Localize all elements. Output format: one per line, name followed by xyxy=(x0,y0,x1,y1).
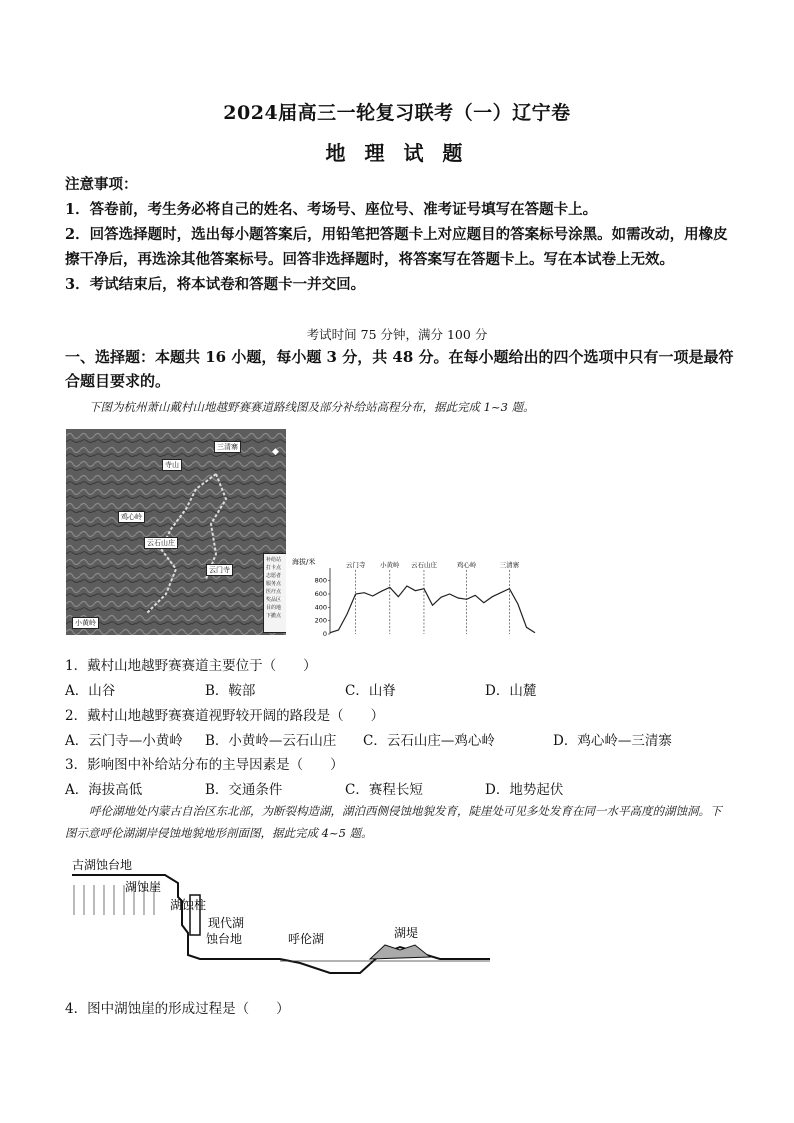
legend-item: 补给站 xyxy=(266,557,282,563)
intro-text: 下图为杭州萧山戴村山地越野赛赛道路线图及部分补给站高程分布，据此完成 1~3 题。 xyxy=(89,400,535,414)
q2-option-c: C．云石山庄—鸡心岭 xyxy=(363,733,495,749)
map-legend xyxy=(263,553,286,633)
q3-option-c: C．赛程长短 xyxy=(345,782,423,798)
legend-item: 服务点 xyxy=(266,581,282,587)
label-platform: 蚀台地 xyxy=(206,932,243,946)
elevation-chart xyxy=(290,552,540,642)
exam-info: 考试时间 75 分钟，满分 100 分 xyxy=(306,327,488,342)
q2-option-b: B．小黄岭—云石山庄 xyxy=(205,733,337,749)
notes-heading: 注意事项： xyxy=(65,176,138,193)
section-heading: 一、选择题：本题共 16 小题，每小题 3 分，共 48 分。在每小题给出的四个选项中只有一项是最符合题目要求的。 xyxy=(65,348,734,390)
north-arrow-icon: ◆ xyxy=(272,447,279,457)
legend-item: 志愿者 xyxy=(266,573,282,579)
question-1-stem: 1．戴村山地越野赛赛道主要位于（ ） xyxy=(65,658,317,674)
question-3-stem: 3．影响图中补给站分布的主导因素是（ ） xyxy=(65,757,344,773)
note-item: 2．回答选择题时，选出每小题答案后，用铅笔把答题卡上对应题目的答案标号涂黑。如需改动，用橡皮擦干净后，再选涂其他答案标号。回答非选择题时，将答案写在答题卡上。写在本试卷上无效。 xyxy=(65,226,728,268)
q1-option-a: A．山谷 xyxy=(65,683,116,699)
question-2-options xyxy=(65,729,745,749)
legend-item: 打卡点 xyxy=(266,565,282,571)
map-label-jixinling: 鸡心岭 xyxy=(118,511,145,523)
legend-item: 目的地 xyxy=(266,605,282,611)
station-label: 云门寺 xyxy=(345,561,366,569)
station-label: 云石山庄 xyxy=(410,561,437,569)
q3-option-a: A．海拔高低 xyxy=(65,782,143,798)
q1-option-d: D．山麓 xyxy=(485,683,537,699)
label-sea-cliff: 湖蚀崖 xyxy=(125,880,162,894)
map-label-yunshishanzhuang: 云石山庄 xyxy=(144,537,178,549)
intro-text-2: 呼伦湖地处内蒙古自治区东北部，为断裂构造湖，湖泊西侧侵蚀地貌发育，陡崖处可见多处发育在同一水平高度的湖蚀洞。下图示意呼伦湖湖岸侵蚀地貌地形剖面图，据此完成 4~5 题。 xyxy=(65,804,722,840)
q2-option-d: D．鸡心岭—三清寨 xyxy=(553,733,672,749)
station-label: 鸡心岭 xyxy=(456,561,477,569)
map-label-xiaohuangling: 小黄岭 xyxy=(72,617,99,629)
trail-map xyxy=(66,429,286,635)
chart-ylabel: 海拔/米 xyxy=(292,558,316,566)
exam-title: 2024届高三一轮复习联考（一）辽宁卷 xyxy=(223,102,571,124)
question-3-options xyxy=(65,778,745,798)
question-1-options xyxy=(65,679,745,699)
map-label-sishan: 寺山 xyxy=(162,459,182,471)
legend-item: 医疗点 xyxy=(266,589,282,595)
q3-option-b: B．交通条件 xyxy=(205,782,283,798)
subject-title: 地 理 试 题 xyxy=(325,141,469,165)
lake-profile-diagram xyxy=(70,855,500,975)
q1-option-c: C．山脊 xyxy=(345,683,396,699)
map-label-sanqingzhai: 三清寨 xyxy=(214,441,241,453)
note-item: 3．考试结束后，将本试卷和答题卡一并交回。 xyxy=(65,276,366,293)
label-hulun-lake: 呼伦湖 xyxy=(288,932,325,946)
q3-option-d: D．地势起伏 xyxy=(485,782,564,798)
y-tick-label: 0 xyxy=(322,630,327,638)
label-modern-lake: 现代湖 xyxy=(208,916,245,930)
station-label: 三清寨 xyxy=(499,561,520,569)
legend-item: 奖品区 xyxy=(266,597,282,603)
legend-item: 下撤点 xyxy=(266,613,282,619)
station-label: 小黄岭 xyxy=(380,561,400,569)
map-label-yunmensi: 云门寺 xyxy=(206,564,233,576)
q1-option-b: B．鞍部 xyxy=(205,683,256,699)
note-item: 1．答卷前，考生务必将自己的姓名、考场号、座位号、准考证号填写在答题卡上。 xyxy=(65,201,598,218)
y-tick-label: 200 xyxy=(314,616,327,625)
question-2-stem: 2．戴村山地越野赛赛道视野较开阔的路段是（ ） xyxy=(65,708,385,724)
y-tick-label: 600 xyxy=(314,590,327,598)
q2-option-a: A．云门寺—小黄岭 xyxy=(65,733,183,749)
label-sea-stack: 湖蚀柱 xyxy=(170,898,207,912)
question-4-stem: 4．图中湖蚀崖的形成过程是（ ） xyxy=(65,1001,290,1017)
y-tick-label: 800 xyxy=(314,576,327,585)
elevation-line xyxy=(330,586,535,633)
notes-block xyxy=(65,172,735,297)
label-ancient-platform: 古湖蚀台地 xyxy=(72,858,133,872)
label-lake-embankment: 湖堤 xyxy=(394,926,419,940)
y-tick-label: 400 xyxy=(314,603,327,612)
